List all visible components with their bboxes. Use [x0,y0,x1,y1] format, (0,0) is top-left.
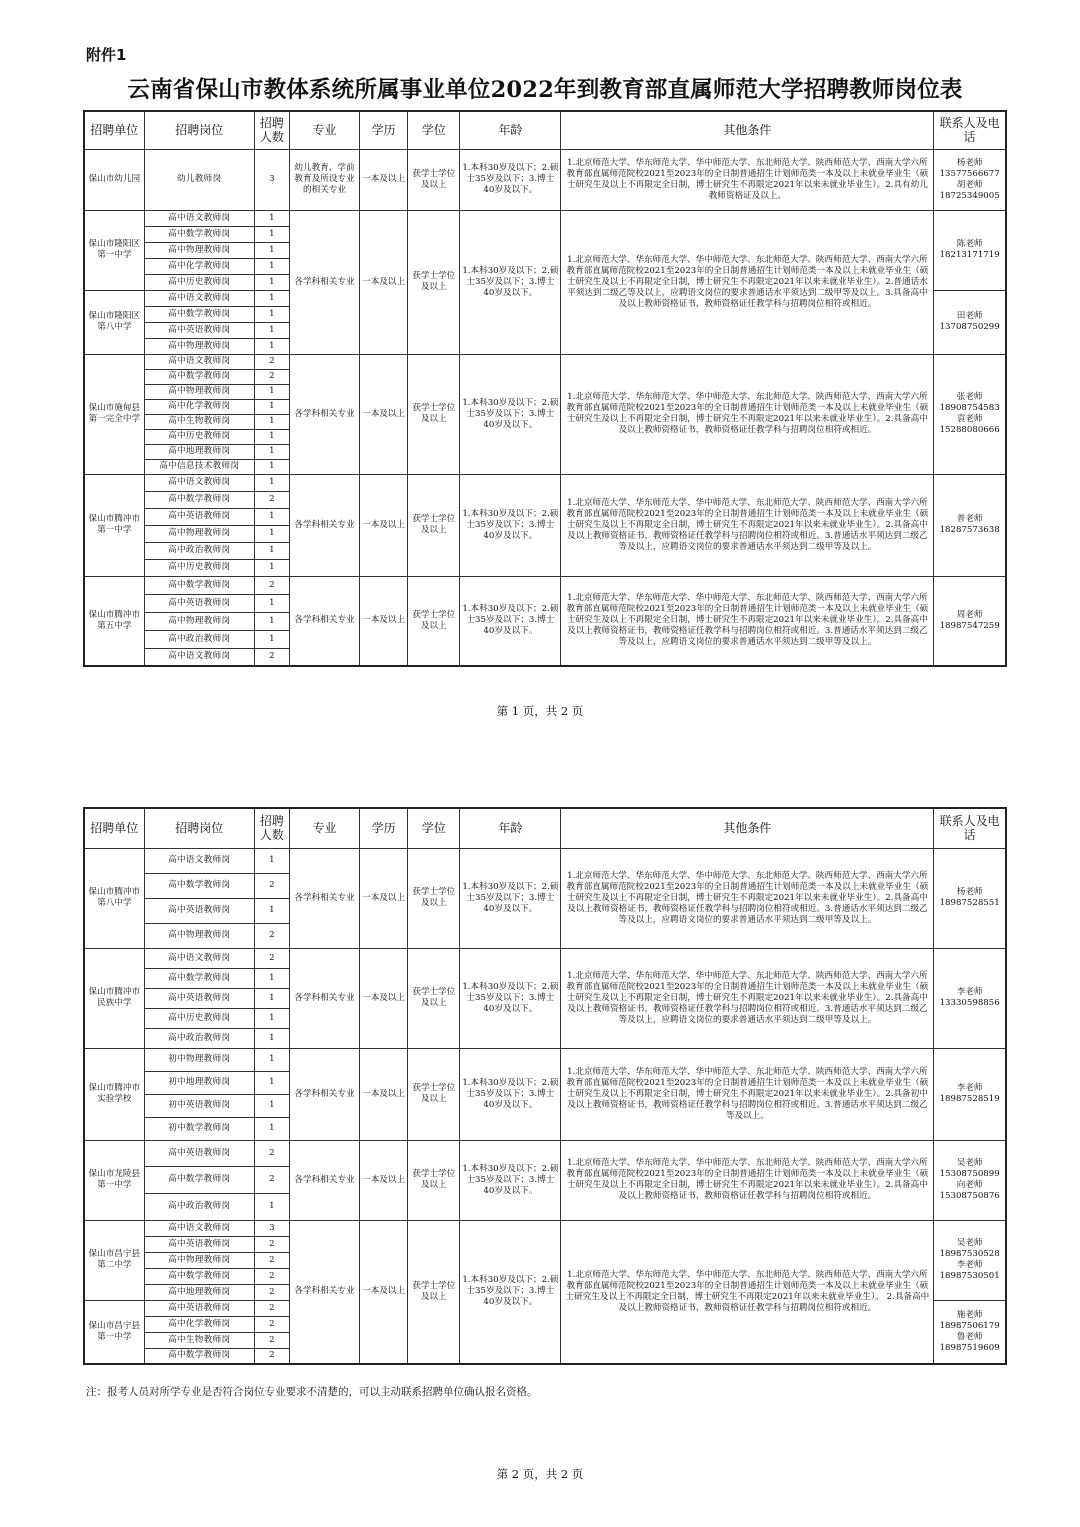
count-cell: 1 [254,1071,289,1094]
position-cell: 高中英语教师岗 [144,1236,254,1252]
header-other: 其他条件 [561,111,934,149]
other-conditions-cell: 1.北京师范大学、华东师范大学、华中师范大学、东北师范大学、陕西师范大学、西南大学六所教育部直属师范院校2021至2023年的全日制普通招生计划师范类一本及以上未就业毕业生（硕士研究生及以上不再限定全日制，博士研究生不再限定2021年以来未就业毕业生）。2.具备高中及以上教师资格证书，教师资格证任教学科与招聘岗位相符或相近。3.普通话水平须达到二级乙等及以上，应聘语文岗位的要求普通话水平须达到二级甲等及以上。 [561,948,934,1048]
count-cell: 1 [254,290,289,306]
degree-cell: 获学士学位及以上 [408,1140,460,1220]
header-position: 招聘岗位 [144,111,254,149]
age-cell: 1.本科30岁及以下；2.硕士35岁及以下；3.博士40岁及以下。 [460,1048,561,1140]
age-cell: 1.本科30岁及以下；2.硕士35岁及以下；3.博士40岁及以下。 [460,210,561,354]
count-cell: 1 [254,242,289,258]
other-conditions-cell: 1.北京师范大学、华东师范大学、华中师范大学、东北师范大学、陕西师范大学、西南大学六所教育部直属师范院校2021至2023年的全日制普通招生计划师范类一本及以上未就业毕业生（硕士研究生及以上不再限定全日制，博士研究生不再限定2021年以来未就业毕业生）。2.具备高中及以上教师资格证书，教师资格证任教学科与招聘岗位相符或相近。3.普通话水平须达到二级乙等及以上，应聘语文岗位的要求普通话水平须达到二级甲等及以上。 [561,848,934,948]
position-cell: 高中物理教师岗 [144,612,254,630]
count-cell: 1 [254,848,289,873]
count-cell: 2 [254,1284,289,1300]
major-cell: 各学科相关专业 [289,1220,359,1364]
position-cell: 高中数学教师岗 [144,873,254,898]
contact-cell: 杨老师13577566677胡老师18725349005 [934,149,1006,210]
count-cell: 1 [254,1008,289,1028]
position-cell: 高中数学教师岗 [144,491,254,508]
major-cell: 各学科相关专业 [289,848,359,948]
position-cell: 高中数学教师岗 [144,1166,254,1193]
header-other: 其他条件 [561,808,934,848]
education-cell: 一本及以上 [360,948,408,1048]
header-contact: 联系人及电话 [934,111,1006,149]
position-cell: 高中物理教师岗 [144,525,254,542]
header-count: 招聘人数 [254,111,289,149]
position-cell: 初中数学教师岗 [144,1117,254,1140]
position-cell: 高中数学教师岗 [144,369,254,384]
count-cell: 1 [254,429,289,444]
contact-cell: 杨老师18987528551 [934,848,1006,948]
unit-cell: 保山市腾冲市第五中学 [84,576,144,666]
contact-cell: 田老师13708750299 [934,290,1006,354]
count-cell: 2 [254,369,289,384]
header-major: 专业 [289,808,359,848]
count-cell: 2 [254,923,289,948]
count-cell: 2 [254,354,289,369]
position-cell: 高中语文教师岗 [144,354,254,369]
recruitment-table-page2 [83,807,1007,1365]
count-cell: 1 [254,444,289,459]
major-cell: 各学科相关专业 [289,474,359,576]
contact-cell: 张老师18908754583袁老师15288080666 [934,354,1006,474]
unit-cell: 保山市幼儿园 [84,149,144,210]
count-cell: 1 [254,630,289,648]
contact-cell: 李老师13330598856 [934,948,1006,1048]
position-cell: 高中政治教师岗 [144,542,254,559]
major-cell: 各学科相关专业 [289,576,359,666]
count-cell: 2 [254,1252,289,1268]
major-cell: 各学科相关专业 [289,1140,359,1220]
count-cell: 2 [254,873,289,898]
table-row [84,948,1006,968]
position-cell: 高中语文教师岗 [144,474,254,491]
table-row [84,848,1006,873]
unit-cell: 保山市隆阳区第一中学 [84,210,144,290]
position-cell: 高中语文教师岗 [144,1220,254,1236]
table-row [84,1220,1006,1236]
other-conditions-cell: 1.北京师范大学、华东师范大学、华中师范大学、东北师范大学、陕西师范大学、西南大学六所教育部直属师范院校2021至2023年的全日制普通招生计划师范类一本及以上未就业毕业生（硕士研究生及以上不再限定全日制，博士研究生不再限定2021年以来未就业毕业生）。2.具有幼儿教师资格证及以上。 [561,149,934,210]
contact-cell: 普老师18287573638 [934,474,1006,576]
major-cell: 各学科相关专业 [289,210,359,354]
count-cell: 1 [254,988,289,1008]
position-cell: 高中物理教师岗 [144,338,254,354]
count-cell: 1 [254,322,289,338]
major-cell: 各学科相关专业 [289,354,359,474]
count-cell: 1 [254,274,289,290]
position-cell: 高中地理教师岗 [144,1284,254,1300]
header-unit: 招聘单位 [84,808,144,848]
age-cell: 1.本科30岁及以下；2.硕士35岁及以下；3.博士40岁及以下。 [460,576,561,666]
count-cell: 2 [254,1166,289,1193]
position-cell: 高中数学教师岗 [144,968,254,988]
contact-cell: 周老师18987547259 [934,576,1006,666]
table-header-row [84,111,1006,149]
count-cell: 1 [254,508,289,525]
count-cell: 1 [254,525,289,542]
unit-cell: 保山市昌宁县第二中学 [84,1220,144,1300]
position-cell: 高中历史教师岗 [144,274,254,290]
table-row [84,354,1006,369]
position-cell: 高中政治教师岗 [144,630,254,648]
count-cell: 1 [254,559,289,576]
footnote: 注：报考人员对所学专业是否符合岗位专业要求不清楚的，可以主动联系招聘单位确认报名资格。 [86,1386,538,1398]
position-cell: 高中历史教师岗 [144,559,254,576]
degree-cell: 获学士学位及以上 [408,576,460,666]
header-degree: 学位 [408,808,460,848]
degree-cell: 获学士学位及以上 [408,149,460,210]
position-cell: 高中语文教师岗 [144,848,254,873]
table-row [84,149,1006,210]
table-header-row [84,808,1006,848]
contact-cell: 施老师18987506179鲁老师18987519609 [934,1300,1006,1364]
other-conditions-cell: 1.北京师范大学、华东师范大学、华中师范大学、东北师范大学、陕西师范大学、西南大学六所教育部直属师范院校2021至2023年的全日制普通招生计划师范类一本及以上未就业毕业生（硕士研究生及以上不再限定全日制，博士研究生不再限定2021年以来未就业毕业生）。2.具备高中及以上教师资格证书，教师资格证任教学科与招聘岗位相符或相近。3.普通话水平须达到二级乙等及以上，应聘语文岗位的要求普通话水平须达到二级甲等及以上。 [561,474,934,576]
position-cell: 高中英语教师岗 [144,1300,254,1316]
count-cell: 1 [254,1094,289,1117]
position-cell: 高中语文教师岗 [144,290,254,306]
degree-cell: 获学士学位及以上 [408,474,460,576]
position-cell: 高中政治教师岗 [144,1028,254,1048]
count-cell: 1 [254,338,289,354]
age-cell: 1.本科30岁及以下；2.硕士35岁及以下；3.博士40岁及以下。 [460,848,561,948]
age-cell: 1.本科30岁及以下；2.硕士35岁及以下；3.博士40岁及以下。 [460,948,561,1048]
count-cell: 1 [254,384,289,399]
count-cell: 1 [254,306,289,322]
count-cell: 1 [254,459,289,474]
major-cell: 各学科相关专业 [289,1048,359,1140]
attachment-label: 附件1 [86,46,127,64]
count-cell: 1 [254,898,289,923]
contact-cell: 吴老师15308750899向老师15308750876 [934,1140,1006,1220]
education-cell: 一本及以上 [360,210,408,354]
degree-cell: 获学士学位及以上 [408,210,460,354]
header-major: 专业 [289,111,359,149]
position-cell: 高中生物教师岗 [144,414,254,429]
position-cell: 高中语文教师岗 [144,648,254,666]
degree-cell: 获学士学位及以上 [408,848,460,948]
count-cell: 1 [254,210,289,226]
position-cell: 高中语文教师岗 [144,210,254,226]
education-cell: 一本及以上 [360,1220,408,1364]
position-cell: 高中英语教师岗 [144,988,254,1008]
count-cell: 1 [254,1048,289,1071]
education-cell: 一本及以上 [360,354,408,474]
count-cell: 1 [254,226,289,242]
position-cell: 高中物理教师岗 [144,242,254,258]
page-footer-2: 第 2 页，共 2 页 [496,1467,584,1481]
table-row [84,1048,1006,1071]
header-education: 学历 [360,111,408,149]
count-cell: 1 [254,1028,289,1048]
count-cell: 1 [254,1193,289,1220]
count-cell: 2 [254,1140,289,1166]
position-cell: 高中历史教师岗 [144,1008,254,1028]
count-cell: 2 [254,1348,289,1364]
count-cell: 1 [254,968,289,988]
header-count: 招聘人数 [254,808,289,848]
position-cell: 幼儿教师岗 [144,149,254,210]
other-conditions-cell: 1.北京师范大学、华东师范大学、华中师范大学、东北师范大学、陕西师范大学、西南大学六所教育部直属师范院校2021至2023年的全日制普通招生计划师范类一本及以上未就业毕业生（硕士研究生及以上不再限定全日制，博士研究生不再限定2021年以来未就业毕业生）。2.具备高中及以上教师资格证书，教师资格证任教学科与招聘岗位相符或相近。 [561,1140,934,1220]
count-cell: 3 [254,149,289,210]
header-degree: 学位 [408,111,460,149]
unit-cell: 保山市龙陵县第一中学 [84,1140,144,1220]
count-cell: 2 [254,1300,289,1316]
header-age: 年龄 [460,111,561,149]
header-unit: 招聘单位 [84,111,144,149]
degree-cell: 获学士学位及以上 [408,948,460,1048]
recruitment-table-page1 [83,110,1007,667]
count-cell: 3 [254,1220,289,1236]
count-cell: 2 [254,648,289,666]
degree-cell: 获学士学位及以上 [408,354,460,474]
position-cell: 高中英语教师岗 [144,322,254,338]
count-cell: 1 [254,474,289,491]
other-conditions-cell: 1.北京师范大学、华东师范大学、华中师范大学、东北师范大学、陕西师范大学、西南大学六所教育部直属师范院校2021至2023年的全日制普通招生计划师范类一本及以上未就业毕业生（硕士研究生及以上不再限定全日制，博士研究生不再限定2021年以来未就业毕业生）。2.普通话水平须达到二级乙等及以上，应聘语文岗位的要求普通话水平须达到二级甲等及以上。3.具备高中及以上教师资格证书，教师资格证任教学科与招聘岗位相符或相近。 [561,210,934,354]
position-cell: 高中数学教师岗 [144,226,254,242]
page-title: 云南省保山市教体系统所属事业单位2022年到教育部直属师范大学招聘教师岗位表 [127,77,963,103]
count-cell: 2 [254,1236,289,1252]
contact-cell: 李老师18987528519 [934,1048,1006,1140]
count-cell: 1 [254,594,289,612]
header-position: 招聘岗位 [144,808,254,848]
page-footer-1: 第 1 页，共 2 页 [496,704,584,718]
position-cell: 高中英语教师岗 [144,594,254,612]
major-cell: 幼儿教育、学前教育及所设专业的相关专业 [289,149,359,210]
contact-cell: 吴老师18987530528李老师18987530501 [934,1220,1006,1300]
age-cell: 1.本科30岁及以下；2.硕士35岁及以下；3.博士40岁及以下。 [460,1220,561,1364]
unit-cell: 保山市昌宁县第一中学 [84,1300,144,1364]
position-cell: 初中物理教师岗 [144,1048,254,1071]
count-cell: 1 [254,399,289,414]
position-cell: 高中英语教师岗 [144,898,254,923]
position-cell: 高中语文教师岗 [144,948,254,968]
position-cell: 高中化学教师岗 [144,258,254,274]
count-cell: 1 [254,1117,289,1140]
count-cell: 2 [254,948,289,968]
count-cell: 2 [254,576,289,594]
position-cell: 高中物理教师岗 [144,1252,254,1268]
position-cell: 高中英语教师岗 [144,508,254,525]
position-cell: 高中政治教师岗 [144,1193,254,1220]
unit-cell: 保山市腾冲市第一中学 [84,474,144,576]
position-cell: 高中物理教师岗 [144,384,254,399]
degree-cell: 获学士学位及以上 [408,1048,460,1140]
education-cell: 一本及以上 [360,1140,408,1220]
table-row [84,210,1006,226]
contact-cell: 陈老师18213171719 [934,210,1006,290]
degree-cell: 获学士学位及以上 [408,1220,460,1364]
education-cell: 一本及以上 [360,848,408,948]
position-cell: 高中历史教师岗 [144,429,254,444]
position-cell: 高中英语教师岗 [144,1140,254,1166]
count-cell: 1 [254,542,289,559]
age-cell: 1.本科30岁及以下；2.硕士35岁及以下；3.博士40岁及以下。 [460,354,561,474]
education-cell: 一本及以上 [360,1048,408,1140]
unit-cell: 保山市腾冲市民族中学 [84,948,144,1048]
position-cell: 高中数学教师岗 [144,576,254,594]
position-cell: 高中生物教师岗 [144,1332,254,1348]
age-cell: 1.本科30岁及以下；2.硕士35岁及以下；3.博士40岁及以下。 [460,149,561,210]
unit-cell: 保山市施甸县第一完全中学 [84,354,144,474]
position-cell: 高中化学教师岗 [144,1316,254,1332]
table-row [84,1140,1006,1166]
other-conditions-cell: 1.北京师范大学、华东师范大学、华中师范大学、东北师范大学、陕西师范大学、西南大学六所教育部直属师范院校2021至2023年的全日制普通招生计划师范类一本及以上未就业毕业生（硕士研究生及以上不再限定全日制，博士研究生不再限定2021年以来未就业毕业生）。2.具备初中及以上教师资格证书，教师资格证任教学科与招聘岗位相符或相近。3.普通话水平须达到二级乙等及以上。 [561,1048,934,1140]
position-cell: 初中英语教师岗 [144,1094,254,1117]
position-cell: 高中地理教师岗 [144,444,254,459]
header-contact: 联系人及电话 [934,808,1006,848]
table-row [84,576,1006,594]
other-conditions-cell: 1.北京师范大学、华东师范大学、华中师范大学、东北师范大学、陕西师范大学、西南大学六所教育部直属师范院校2021至2023年的全日制普通招生计划师范类一本及以上未就业毕业生（硕士研究生及以上不再限定全日制，博士研究生不再限定2021年以来未就业毕业生）。2.具备高中及以上教师资格证书，教师资格证任教学科与招聘岗位相符或相近。 [561,354,934,474]
header-age: 年龄 [460,808,561,848]
count-cell: 2 [254,1316,289,1332]
position-cell: 初中地理教师岗 [144,1071,254,1094]
age-cell: 1.本科30岁及以下；2.硕士35岁及以下；3.博士40岁及以下。 [460,1140,561,1220]
education-cell: 一本及以上 [360,474,408,576]
table-row [84,474,1006,491]
count-cell: 2 [254,1268,289,1284]
count-cell: 1 [254,612,289,630]
position-cell: 高中数学教师岗 [144,306,254,322]
position-cell: 高中数学教师岗 [144,1348,254,1364]
position-cell: 高中数学教师岗 [144,1268,254,1284]
other-conditions-cell: 1.北京师范大学、华东师范大学、华中师范大学、东北师范大学、陕西师范大学、西南大学六所教育部直属师范院校2021至2023年的全日制普通招生计划师范类一本及以上未就业毕业生（硕士研究生及以上不再限定全日制，博士研究生不再限定2021年以来未就业毕业生）。2.具备高中及以上教师资格证书，教师资格证任教学科与招聘岗位相符或相近。3.普通话水平须达到二级乙等及以上，应聘语文岗位的要求普通话水平须达到二级甲等及以上。 [561,576,934,666]
education-cell: 一本及以上 [360,576,408,666]
position-cell: 高中物理教师岗 [144,923,254,948]
header-education: 学历 [360,808,408,848]
unit-cell: 保山市隆阳区第八中学 [84,290,144,354]
unit-cell: 保山市腾冲市实验学校 [84,1048,144,1140]
major-cell: 各学科相关专业 [289,948,359,1048]
count-cell: 2 [254,491,289,508]
count-cell: 2 [254,1332,289,1348]
count-cell: 1 [254,258,289,274]
count-cell: 1 [254,414,289,429]
position-cell: 高中信息技术教师岗 [144,459,254,474]
position-cell: 高中化学教师岗 [144,399,254,414]
other-conditions-cell: 1.北京师范大学、华东师范大学、华中师范大学、东北师范大学、陕西师范大学、西南大学六所教育部直属师范院校2021至2023年的全日制普通招生计划师范类一本及以上未就业毕业生（硕士研究生及以上不再限定全日制，博士研究生不再限定2021年以来未就业毕业生）。 2.具备高中及以上教师资格证书，教师资格证任教学科与招聘岗位相符或相近。 [561,1220,934,1364]
age-cell: 1.本科30岁及以下；2.硕士35岁及以下；3.博士40岁及以下。 [460,474,561,576]
education-cell: 一本及以上 [360,149,408,210]
unit-cell: 保山市腾冲市第八中学 [84,848,144,948]
